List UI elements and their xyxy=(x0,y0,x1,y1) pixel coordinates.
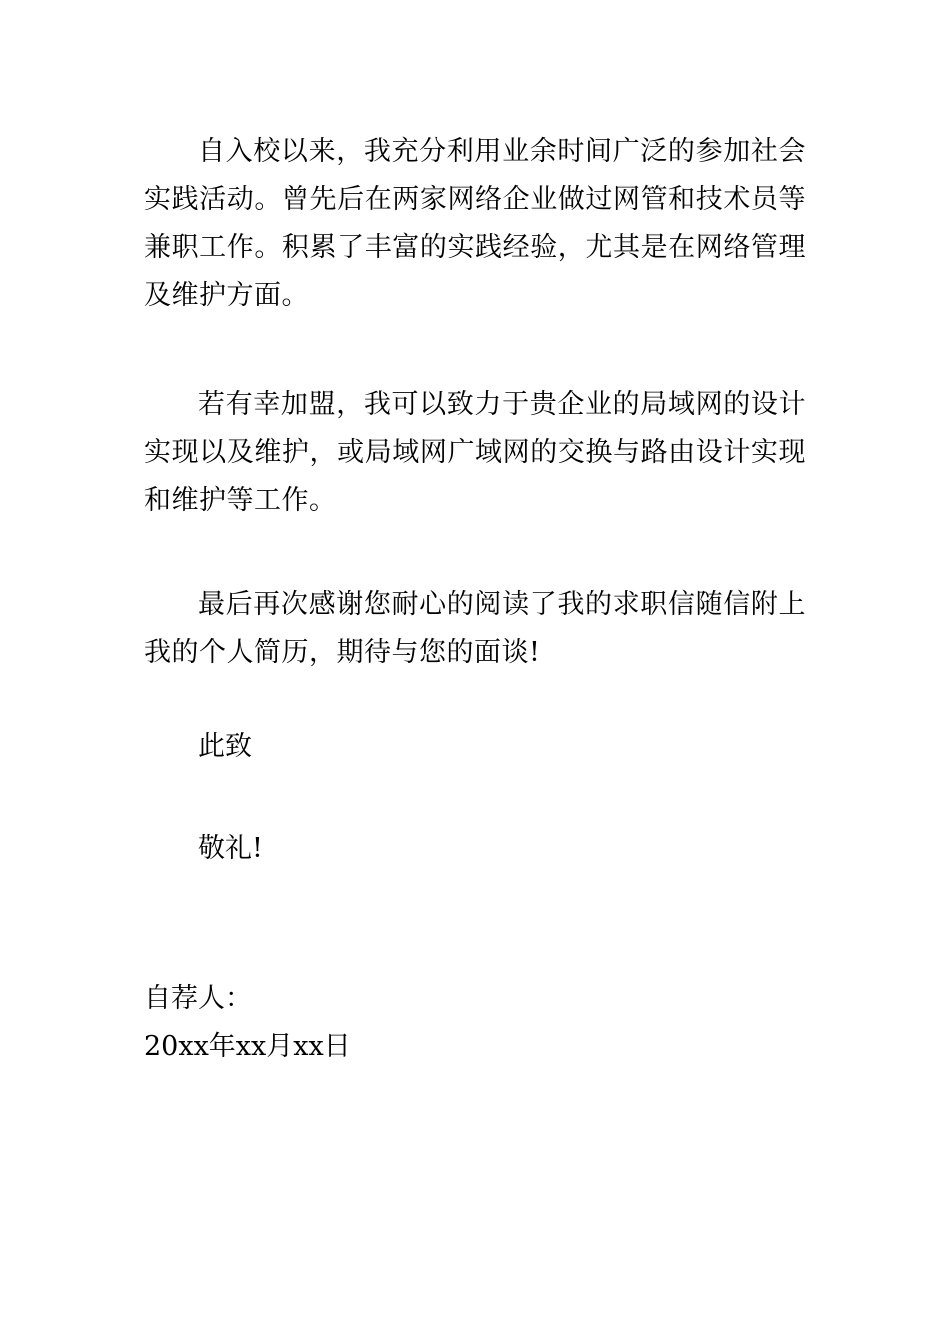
closing-greeting: 此致 xyxy=(198,731,252,762)
letter-paragraph-3: 最后再次感谢您耐心的阅读了我的求职信随信附上我的个人简历，期待与您的面谈! xyxy=(144,589,806,668)
letter-date: 20xx年xx月xx日 xyxy=(144,1031,351,1062)
closing-salute: 敬礼! xyxy=(198,833,263,864)
letter-paragraph-1: 自入校以来，我充分利用业余时间广泛的参加社会实践活动。曾先后在两家网络企业做过网管和技术员等兼职工作。积累了丰富的实践经验，尤其是在网络管理及维护方面。 xyxy=(144,136,806,311)
signer-label: 自荐人： xyxy=(144,983,252,1014)
letter-paragraph-2: 若有幸加盟，我可以致力于贵企业的局域网的设计实现以及维护，或局域网广域网的交换与路由设计实现和维护等工作。 xyxy=(144,389,806,516)
